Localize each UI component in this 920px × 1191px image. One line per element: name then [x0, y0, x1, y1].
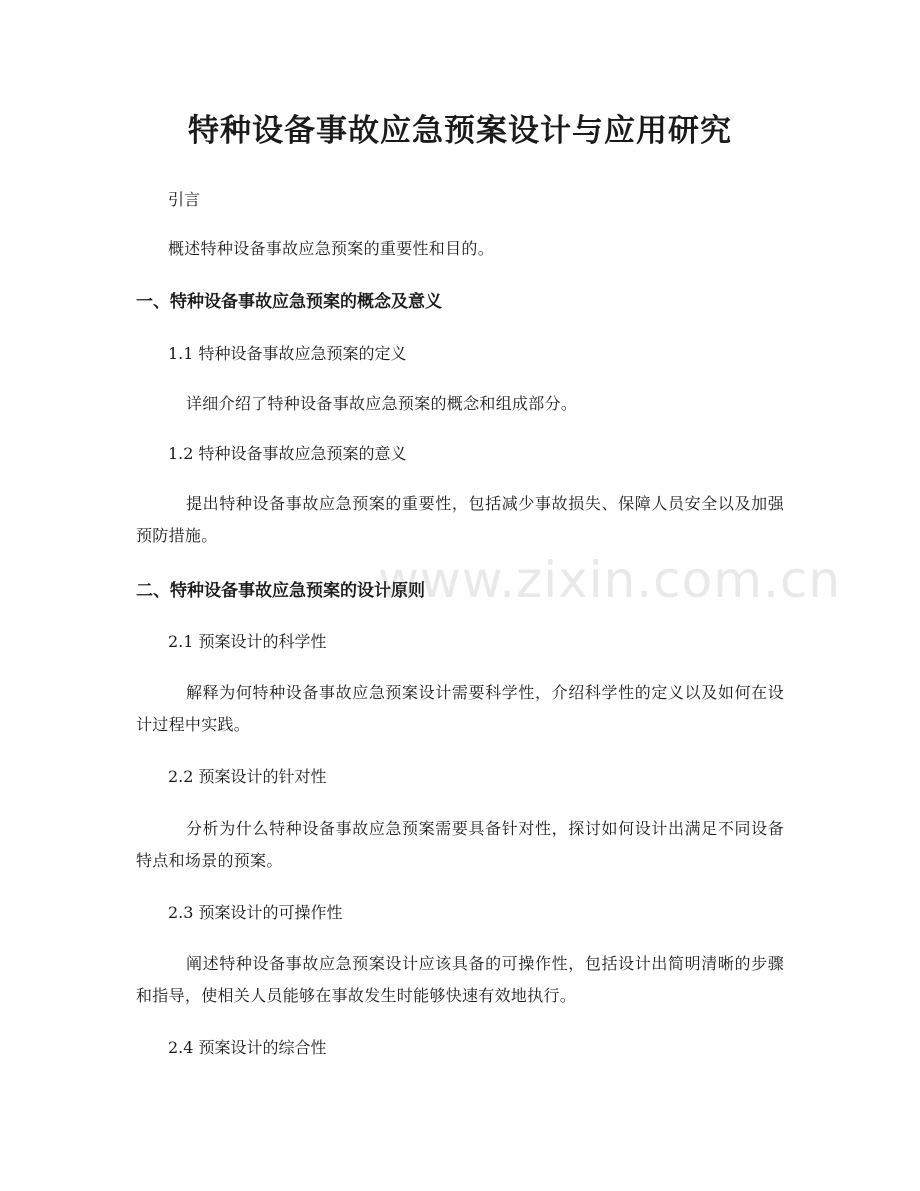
- subsection-2-2-text: 分析为什么特种设备事故应急预案需要具备针对性，探讨如何设计出满足不同设备特点和场景的预案。: [136, 819, 784, 870]
- subsection-2-1-heading: 2.1 预案设计的科学性: [168, 632, 327, 651]
- subsection-2-3-text: 阐述特种设备事故应急预案设计应该具备的可操作性，包括设计出简明清晰的步骤和指导，使相关人员能够在事故发生时能够快速有效地执行。: [136, 954, 784, 1005]
- subsection-2-3-heading: 2.3 预案设计的可操作性: [168, 903, 343, 922]
- subsection-1-1-heading: 1.1 特种设备事故应急预案的定义: [168, 344, 407, 363]
- section-1-heading: 一、特种设备事故应急预案的概念及意义: [136, 292, 442, 312]
- subsection-1-1-text: 详细介绍了特种设备事故应急预案的概念和组成部分。: [186, 394, 578, 413]
- subsection-1-2-text: 提出特种设备事故应急预案的重要性，包括减少事故损失、保障人员安全以及加强预防措施。: [136, 494, 784, 545]
- subsection-2-4-heading: 2.4 预案设计的综合性: [168, 1038, 327, 1057]
- section-2-heading: 二、特种设备事故应急预案的设计原则: [136, 581, 425, 601]
- intro-text: 概述特种设备事故应急预案的重要性和目的。: [168, 239, 495, 258]
- document-title: 特种设备事故应急预案设计与应用研究: [188, 113, 732, 149]
- intro-label: 引言: [168, 190, 201, 209]
- watermark: www.zixin.com.cn: [378, 551, 842, 609]
- subsection-2-1-text: 解释为何特种设备事故应急预案设计需要科学性，介绍科学性的定义以及如何在设计过程中实践。: [136, 683, 784, 734]
- subsection-2-2-heading: 2.2 预案设计的针对性: [168, 767, 327, 786]
- subsection-1-2-heading: 1.2 特种设备事故应急预案的意义: [168, 444, 407, 463]
